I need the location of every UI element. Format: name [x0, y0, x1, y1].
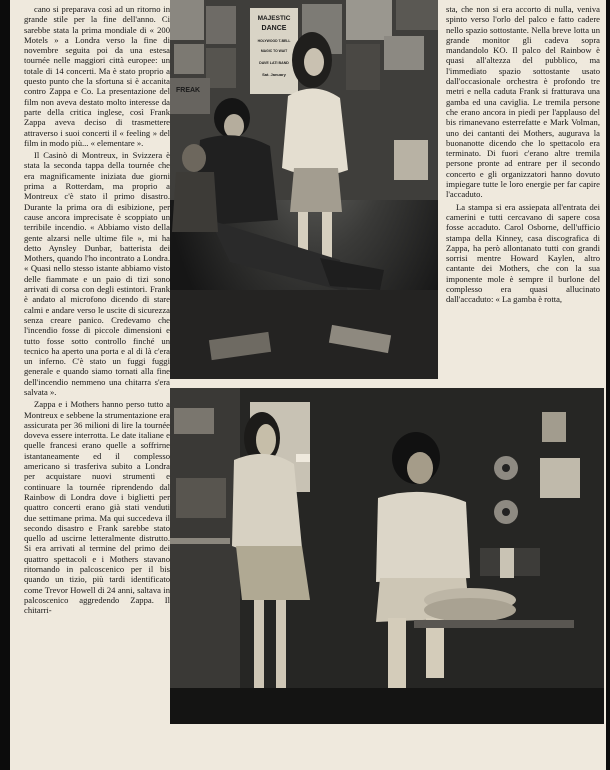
article-column-left [24, 4, 170, 720]
article-column-right [446, 4, 600, 380]
paragraph: Il Casinò di Montreux, in Svizzera è stata la seconda tappa della tournée che era magnificamente iniziata due giorni prima a Rotterdam, ma proprio a Montreux c'è stato il primo disastro. Durante la prima ora di esibizione, per cause ancora imprecisate è scoppiato un terribile incendio. « Abbiamo visto della gente alzarsi nelle ultime file », mi ha detto Aynsley Dunbar, batterista dei Mothers, quando l'ho incontrato a Londra. « Quasi nello stesso istante abbiamo visto delle fiammate e un paio di tizi sono arrivati di corsa con degli estintori. Frank è andato al microfono dicendo di stare calmi e andare verso le uscite di sicurezza senza creare panico. Credevamo che l'incendio fosse di piccole dimensioni e tutto fosse sotto controllo finché un tecnico ha aperto una porta e al di là c'era un inferno. C'è stato un fuggi fuggi generale e quando siamo tornati alla fine dell'incendio nemmeno una chitarra s'era salvata ». [24, 150, 170, 397]
paragraph: Zappa e i Mothers hanno perso tutto a Montreux e sebbene la strumentazione era assicurata per 36 milioni di lire la tournée doveva essere interrotta. Le date italiane e quelle francesi erano quelle a soffrirne istantaneamente ed il complesso americano si trasferiva subito a Londra per acquistare nuovi strumenti e continuare la tournée riprendendo dal Rainbow di Londra dove i biglietti per quattro concerti erano già stati venduti due settimane prima. Ma qui succedeva il secondo disastro e Frank sarebbe stato quello ad uscirne letteralmente distrutto. Si era arrivati al termine del primo dei quattro spettacoli e i Mothers stavano ritornando in palcoscenico per il bis quando un tizio, più tardi identificato come Trevor Howell di 24 anni, saltava in palcoscenico aggredendo Zappa. Il chitarri- [24, 399, 170, 616]
poster-line: MAJESTIC [257, 15, 291, 22]
paragraph: La stampa si era assiepata all'entrata dei camerini e tutti cercavano di sapere cosa fosse accaduto. Carol Osborne, dell'ufficio stampa della Kinney, casa discografica di Zappa, ha però allontanato tutti con grandi sorrisi mentre Howard Kaylen, altro cantante dei Mothers, che con la sua imponente mole è sempre il burlone del complesso era quasi allucinato dall'accaduto: « La gamba è rotta, [446, 201, 600, 305]
floral-skirt [236, 546, 310, 600]
magazine-page [10, 0, 606, 770]
poster-line: DAVE LATI BAND [259, 61, 289, 65]
poster-line: Sat. January [262, 72, 286, 77]
photo-top-illustration [170, 0, 438, 379]
freak-poster-label: FREAK [176, 87, 201, 94]
poster-line: HOLYWOOD T-BELL [257, 39, 291, 43]
paragraph: sta, che non si era accorto di nulla, veniva spinto verso l'orlo del palco e fatto cadere nello spazio sottostante. Nella breve lotta un grande monitor gli cadeva sopra mandandolo KO. Il palco del Rainbow è quasi all'altezza del pubblico, ma l'immediato spazio sottostante usato dall'occasionale orchestra è profondo tre metri e nella caduta Frank si fratturava una gamba ed una caviglia. Le tremila persone che erano ancora in piedi per l'applauso del bis rimanevano esterrefatte e Mark Volman, uno dei cantanti dei Mothers, augurava la buonanotte dicendo che lo spettacolo era terminato. Di fuori c'erano altre tremila persone pronte ad entrare per il secondo concerto e gli organizzatori hanno dovuto impiegare tutte le loro energie per far capire l'accaduto. [446, 4, 600, 200]
poster-line: DANCE [261, 25, 287, 32]
photo-bottom-illustration [170, 388, 604, 724]
photo-band-backstage [170, 0, 438, 379]
paragraph: cano si preparava così ad un ritorno in grande stile per la fine dell'anno. Ci sarebbe stata la prima mondiale di « 200 Motels » a Londra verso la fine di novembre seguita poi da una estesa tournée nelle maggiori città europee: un totale di 14 concerti. Ma è stato proprio a questo punto che la sfortuna si è accanita contro Zappa e Co. La presentazione del film non aveva destato molto interesse da parte della critica inglese, così Frank Zappa aveva deciso di trasmettere attraverso i suoi concerti il « feeling » del film in modo più... « elementare ». [24, 4, 170, 148]
poster-line: MAGIC TO WAIT [260, 49, 288, 53]
page-bottom-margin [10, 726, 606, 770]
photo-zappa-with-woman [170, 388, 604, 724]
